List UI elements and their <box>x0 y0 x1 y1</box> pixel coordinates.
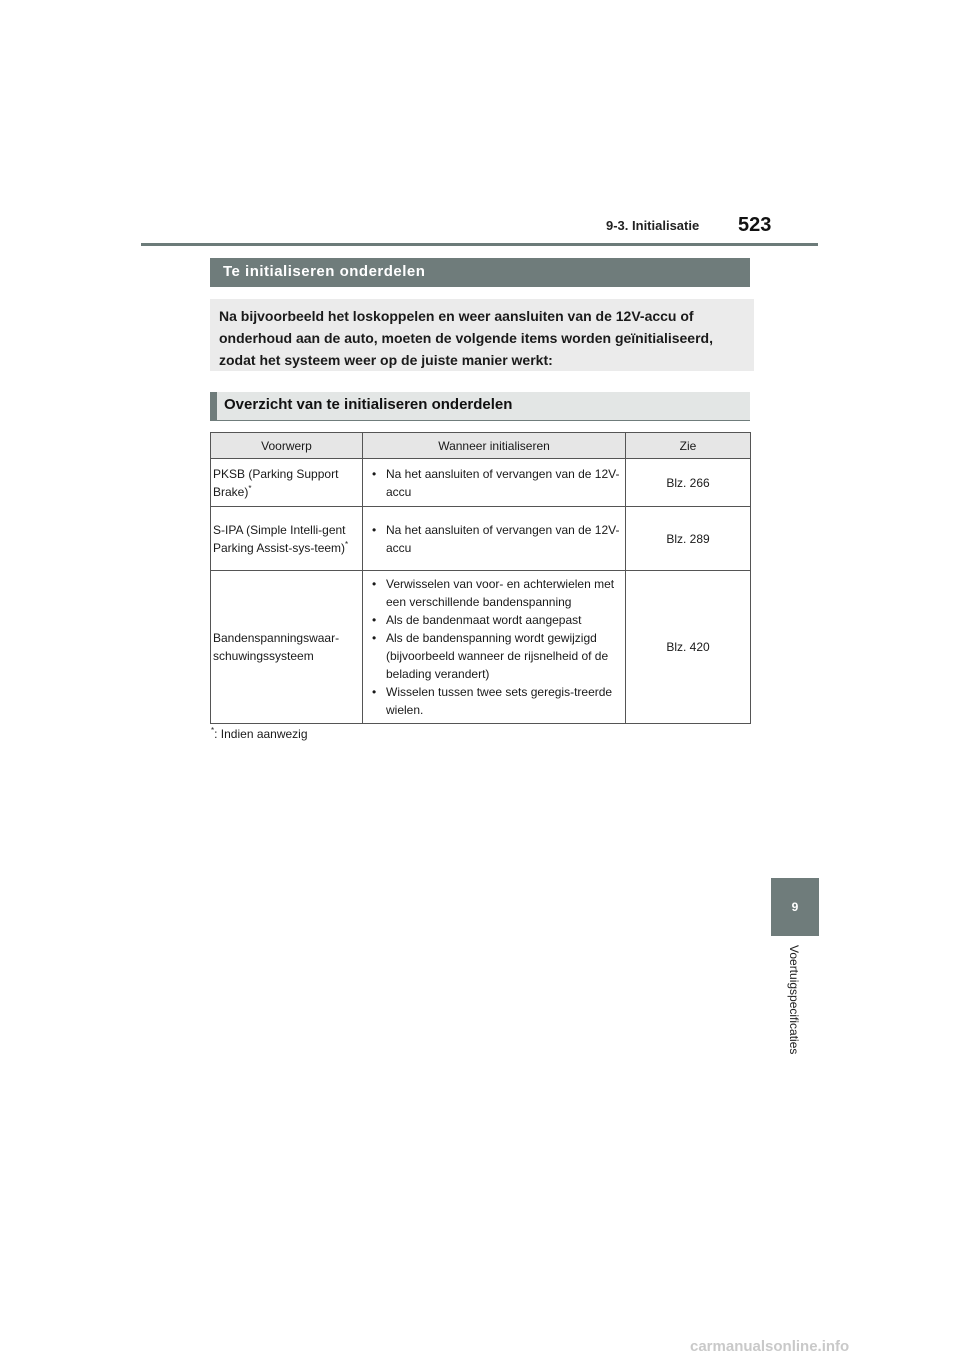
when-cell <box>363 571 626 724</box>
page-ref: Blz. 266 <box>626 459 751 507</box>
items-table <box>210 432 751 724</box>
when-item: • Verwisselen van voor- en achterwielen met een verschillende bandenspanning <box>370 575 621 611</box>
banner-title: Te initialiseren onderdelen <box>223 263 426 280</box>
page-number: 523 <box>738 214 772 236</box>
page-ref: Blz. 420 <box>626 571 751 724</box>
item-cell <box>211 571 363 724</box>
header-see: Zie <box>626 433 751 459</box>
item-name: PKSB (Parking Support Brake) <box>213 466 339 499</box>
subheading-text: Overzicht van te initialiseren onderdelen <box>224 396 513 413</box>
table-row <box>211 507 751 571</box>
when-item: • Wisselen tussen twee sets geregis-treerde wielen. <box>370 683 621 719</box>
chapter-number: 9 <box>791 900 799 914</box>
item-cell <box>211 507 363 571</box>
intro-text: Na bijvoorbeeld het loskoppelen en weer aansluiten van de 12V-accu of onderhoud aan de auto, moeten de volgende items worden geïnitialiseerd, zodat het systeem weer op de juiste manier werkt: <box>219 308 713 368</box>
item-name: S-IPA (Simple Intelli-gent Parking Assist-sys-teem) <box>213 522 346 555</box>
item-name: Bandenspanningswaar-schuwingssysteem <box>213 631 340 663</box>
chapter-label: Voertuigspecificaties <box>787 945 801 1055</box>
footnote-marker: * <box>345 539 349 549</box>
when-item: • Als de bandenmaat wordt aangepast <box>370 611 621 629</box>
subheading <box>210 392 750 421</box>
when-item: • Als de bandenspanning wordt gewijzigd (bijvoorbeeld wanneer de rijsnelheid of de belading verandert) <box>370 629 621 683</box>
when-item: • Na het aansluiten of vervangen van de 12V-accu <box>370 521 621 557</box>
section-title: 9-3. Initialisatie <box>606 218 700 233</box>
section-banner <box>210 258 750 287</box>
footnote-marker: * <box>211 726 215 735</box>
table-row <box>211 459 751 507</box>
footnote <box>211 727 308 741</box>
table-header-row <box>211 433 751 459</box>
header-item: Voorwerp <box>211 433 363 459</box>
footnote-marker: * <box>248 483 252 493</box>
page-ref: Blz. 289 <box>626 507 751 571</box>
intro-box <box>210 299 754 371</box>
when-cell <box>363 507 626 571</box>
footnote-text: : Indien aanwezig <box>214 727 308 741</box>
subheading-bar <box>210 392 217 420</box>
watermark: carmanualsonline.info <box>690 1338 850 1355</box>
header-rule <box>141 243 818 246</box>
header-when: Wanneer initialiseren <box>363 433 626 459</box>
item-cell <box>211 459 363 507</box>
table-row <box>211 571 751 724</box>
chapter-tab <box>771 878 819 936</box>
when-cell <box>363 459 626 507</box>
when-item: • Na het aansluiten of vervangen van de 12V-accu <box>370 465 621 501</box>
